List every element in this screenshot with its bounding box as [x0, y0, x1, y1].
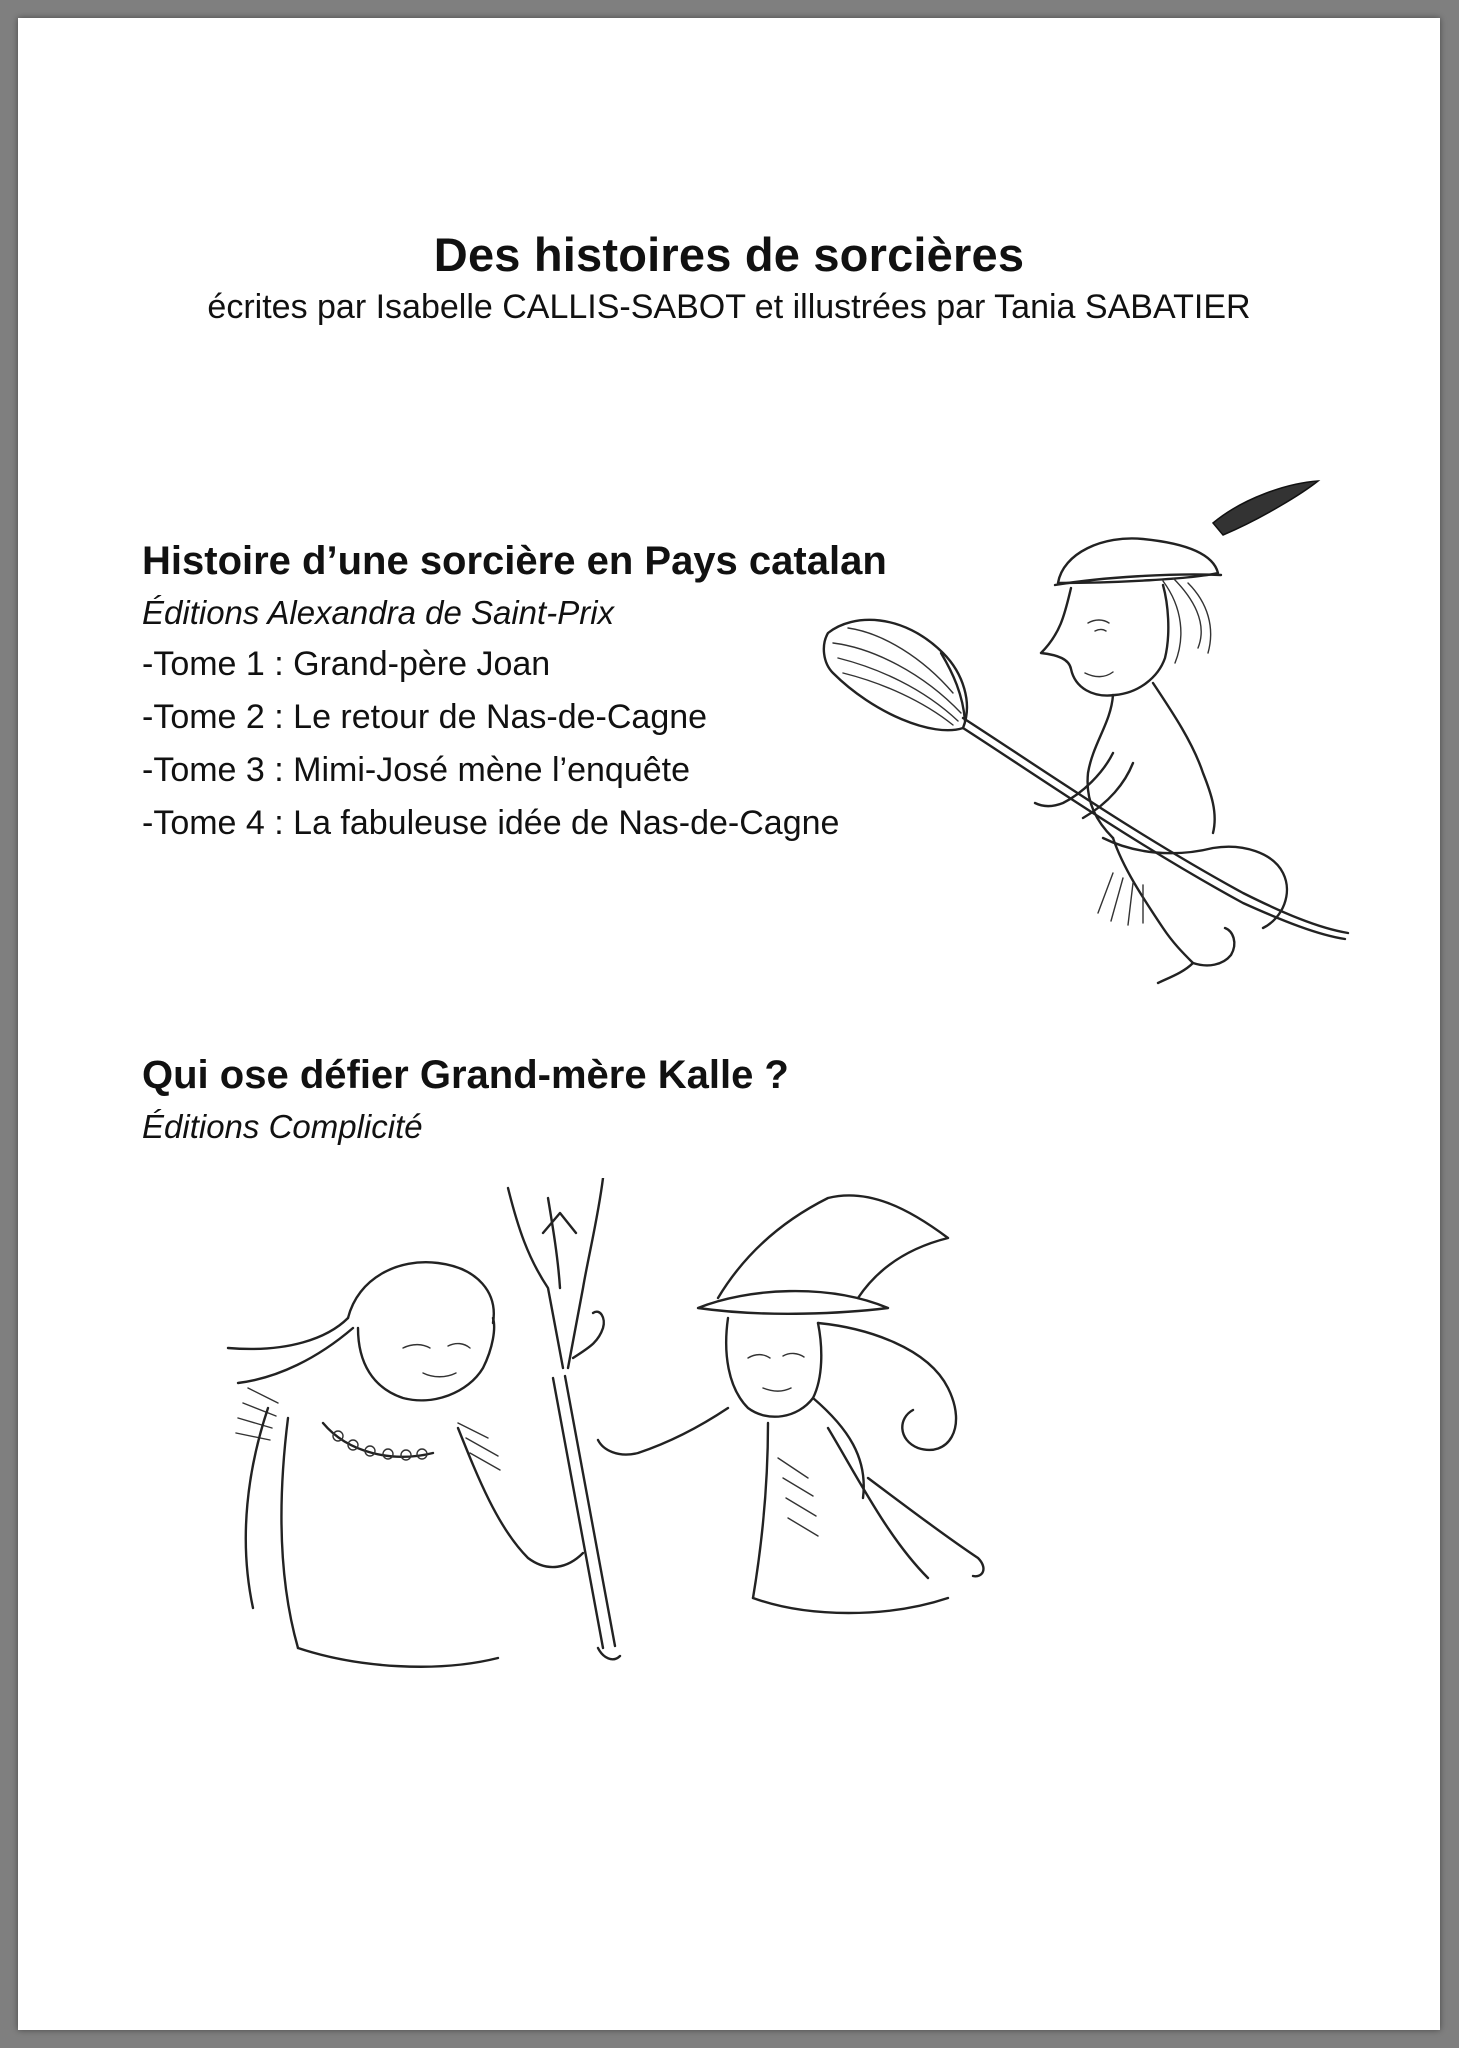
title-block: [18, 226, 1440, 330]
two-witches-duel-illustration: [208, 1178, 1028, 1738]
witch-on-broom-illustration: [813, 473, 1373, 993]
series-publisher: Éditions Alexandra de Saint-Prix: [142, 594, 615, 631]
volume-list: [142, 638, 887, 850]
book-title: Qui ose défier Grand-mère Kalle ?: [142, 1053, 789, 1097]
volume-item: -Tome 3 : Mimi-José mène l’enquête: [142, 751, 691, 789]
book-publisher: Éditions Complicité: [142, 1108, 423, 1145]
volume-item: -Tome 4 : La fabuleuse idée de Nas-de-Cagne: [142, 804, 840, 842]
volume-item: -Tome 2 : Le retour de Nas-de-Cagne: [142, 698, 708, 736]
page-subtitle: écrites par Isabelle CALLIS-SABOT et illustrées par Tania SABATIER: [207, 288, 1251, 326]
book-series-section: [142, 534, 887, 850]
book-section: [142, 1048, 789, 1152]
document-page: [18, 18, 1440, 2030]
page-title: Des histoires de sorcières: [433, 228, 1025, 281]
volume-item: -Tome 1 : Grand-père Joan: [142, 645, 551, 683]
series-title: Histoire d’une sorcière en Pays catalan: [142, 539, 887, 583]
